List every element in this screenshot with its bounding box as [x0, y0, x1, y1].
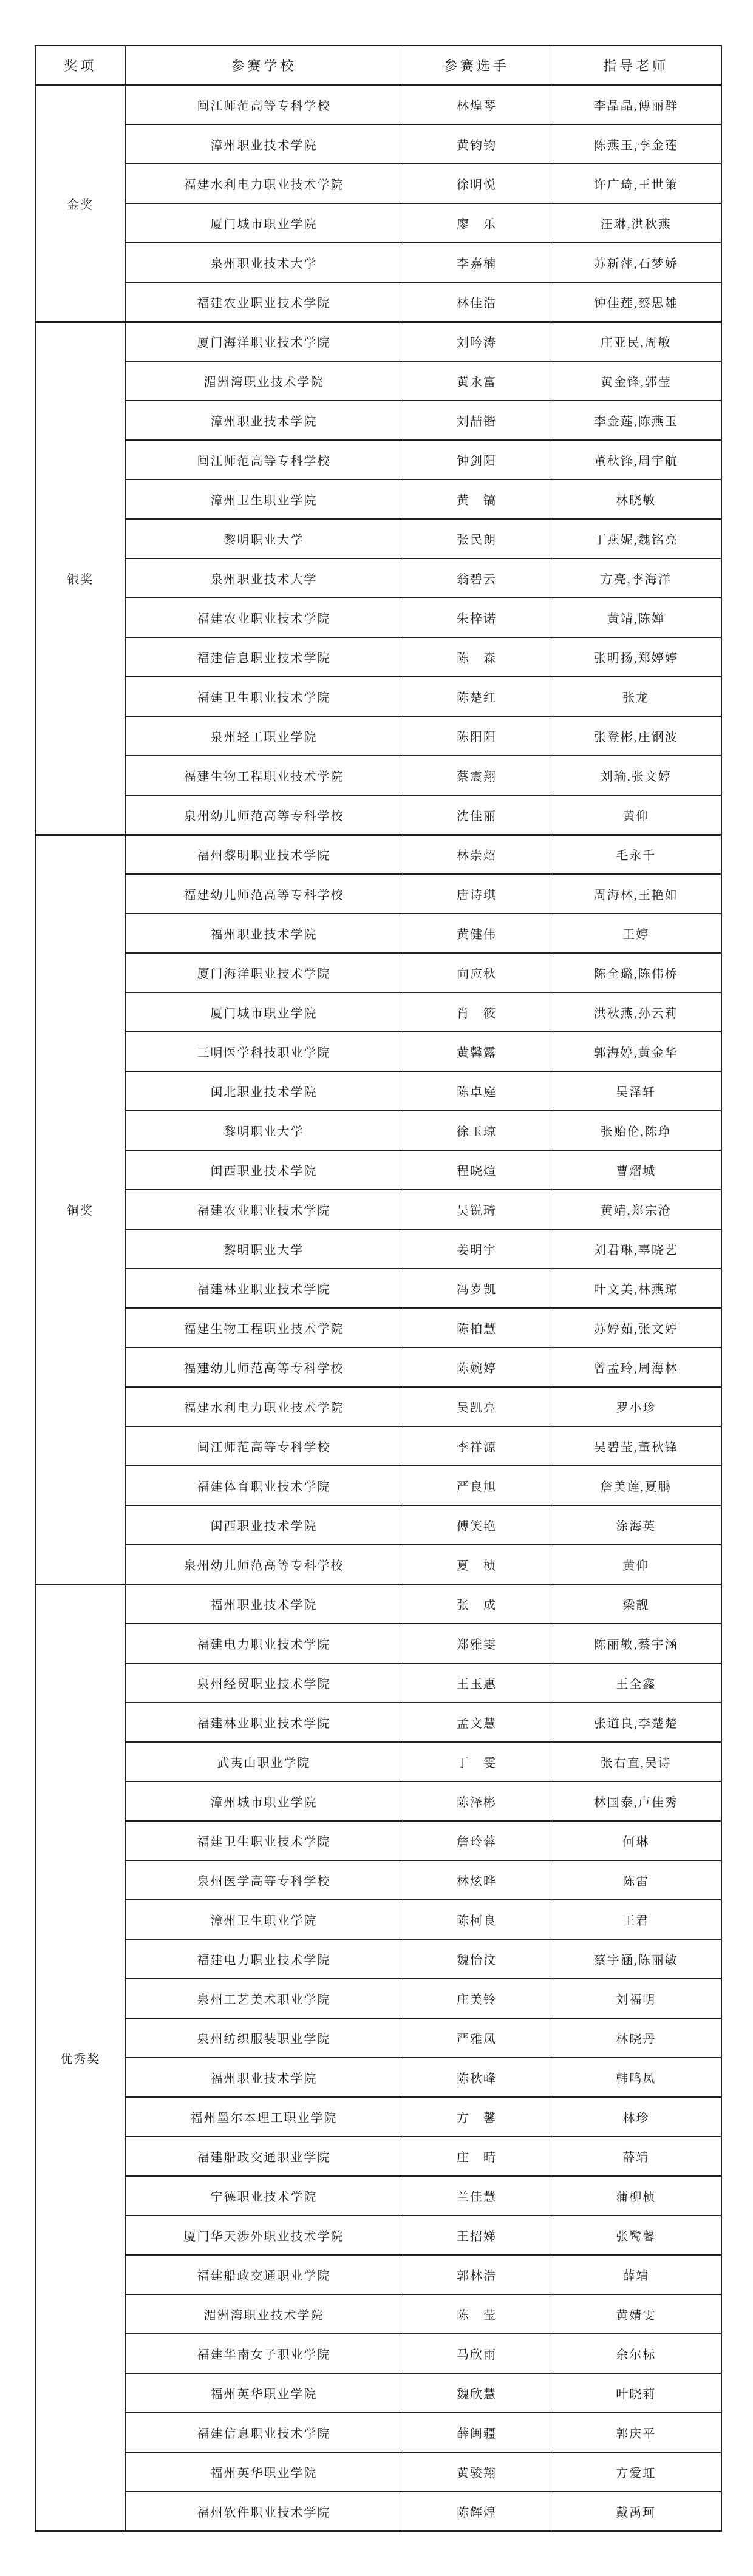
- contestant-cell: 孟文慧: [403, 1703, 551, 1742]
- contestant-cell: 陈 森: [403, 637, 551, 677]
- contestant-cell: 陈阳阳: [403, 716, 551, 756]
- awards-table-header: [35, 46, 721, 85]
- table-row: [35, 1624, 721, 1663]
- teacher-cell: 郭海婷,黄金华: [551, 1032, 721, 1071]
- table-row: [35, 519, 721, 558]
- teacher-cell: 蔡宇涵,陈丽敏: [551, 1939, 721, 1979]
- teacher-cell: 钟佳莲,蔡思雄: [551, 282, 721, 322]
- contestant-cell: 陈婉婷: [403, 1347, 551, 1387]
- contestant-cell: 林煌琴: [403, 85, 551, 124]
- teacher-cell: 张道良,李楚楚: [551, 1703, 721, 1742]
- teacher-cell: 苏新萍,石梦娇: [551, 243, 721, 282]
- teacher-cell: 黄金锋,郭莹: [551, 361, 721, 401]
- contestant-cell: 冯岁凯: [403, 1269, 551, 1308]
- table-row: [35, 164, 721, 203]
- school-cell: 福建幼儿师范高等专科学校: [125, 1347, 403, 1387]
- contestant-cell: 钟剑阳: [403, 440, 551, 480]
- contestant-cell: 庄美铃: [403, 1979, 551, 2018]
- contestant-cell: 严雅凤: [403, 2018, 551, 2058]
- teacher-cell: 李金莲,陈燕玉: [551, 401, 721, 440]
- school-cell: 福建体育职业技术学院: [125, 1466, 403, 1505]
- contestant-cell: 陈 莹: [403, 2294, 551, 2334]
- teacher-cell: 苏婷茹,张文婷: [551, 1308, 721, 1347]
- teacher-cell: 陈全璐,陈伟桥: [551, 953, 721, 992]
- teacher-cell: 毛永千: [551, 835, 721, 874]
- school-cell: 福州英华职业学院: [125, 2373, 403, 2413]
- table-row: [35, 756, 721, 795]
- teacher-cell: 林晓丹: [551, 2018, 721, 2058]
- table-row: [35, 361, 721, 401]
- table-row: [35, 1308, 721, 1347]
- table-row: [35, 874, 721, 913]
- table-row: [35, 2373, 721, 2413]
- school-cell: 泉州轻工职业学院: [125, 716, 403, 756]
- teacher-cell: 方亮,李海洋: [551, 558, 721, 598]
- school-cell: 福建船政交通职业学院: [125, 2255, 403, 2294]
- table-row: [35, 1545, 721, 1584]
- header-row: [35, 46, 721, 85]
- school-cell: 泉州纺织服装职业学院: [125, 2018, 403, 2058]
- contestant-cell: 蔡震翔: [403, 756, 551, 795]
- school-cell: 福州软件职业技术学院: [125, 2492, 403, 2531]
- contestant-cell: 陈秋峰: [403, 2058, 551, 2097]
- teacher-cell: 黄仰: [551, 1545, 721, 1584]
- contestant-cell: 廖 乐: [403, 203, 551, 243]
- school-cell: 泉州幼儿师范高等专科学校: [125, 795, 403, 835]
- teacher-cell: 董秋锋,周宇航: [551, 440, 721, 480]
- teacher-cell: 吴碧莹,董秋锋: [551, 1426, 721, 1466]
- school-cell: 闽江师范高等专科学校: [125, 1426, 403, 1466]
- teacher-cell: 余尔标: [551, 2334, 721, 2373]
- table-row: [35, 1979, 721, 2018]
- table-row: [35, 2097, 721, 2137]
- contestant-cell: 陈柯良: [403, 1900, 551, 1939]
- school-cell: 闽江师范高等专科学校: [125, 440, 403, 480]
- contestant-cell: 魏欣慧: [403, 2373, 551, 2413]
- school-cell: 厦门华天涉外职业技术学院: [125, 2215, 403, 2255]
- teacher-cell: 许广琦,王世策: [551, 164, 721, 203]
- contestant-cell: 黄健伟: [403, 913, 551, 953]
- school-cell: 厦门城市职业学院: [125, 203, 403, 243]
- contestant-cell: 魏怡汶: [403, 1939, 551, 1979]
- school-cell: 福建水利电力职业技术学院: [125, 1387, 403, 1426]
- school-cell: 黎明职业大学: [125, 1229, 403, 1269]
- school-cell: 福建电力职业技术学院: [125, 1939, 403, 1979]
- school-cell: 漳州卫生职业学院: [125, 1900, 403, 1939]
- contestant-cell: 兰佳慧: [403, 2176, 551, 2215]
- award-cell: 银奖: [35, 322, 125, 835]
- table-row: [35, 1742, 721, 1781]
- contestant-cell: 陈楚红: [403, 677, 551, 716]
- table-row: [35, 1190, 721, 1229]
- teacher-cell: 林晓敏: [551, 480, 721, 519]
- contestant-cell: 朱梓诺: [403, 598, 551, 637]
- table-row: [35, 2137, 721, 2176]
- table-row: [35, 2176, 721, 2215]
- award-cell: 金奖: [35, 85, 125, 322]
- teacher-cell: 郭庆平: [551, 2413, 721, 2452]
- table-row: [35, 2255, 721, 2294]
- header-cell: 参赛学校: [125, 46, 403, 85]
- table-row: [35, 440, 721, 480]
- contestant-cell: 夏 桢: [403, 1545, 551, 1584]
- contestant-cell: 黄永富: [403, 361, 551, 401]
- table-row: [35, 558, 721, 598]
- table-row: [35, 1071, 721, 1111]
- school-cell: 福建信息职业技术学院: [125, 2413, 403, 2452]
- contestant-cell: 陈泽彬: [403, 1781, 551, 1821]
- school-cell: 福建林业职业技术学院: [125, 1269, 403, 1308]
- school-cell: 三明医学科技职业学院: [125, 1032, 403, 1071]
- contestant-cell: 张民朗: [403, 519, 551, 558]
- teacher-cell: 蒲柳桢: [551, 2176, 721, 2215]
- school-cell: 闽西职业技术学院: [125, 1150, 403, 1190]
- teacher-cell: 洪秋燕,孙云莉: [551, 992, 721, 1032]
- award-cell: 优秀奖: [35, 1584, 125, 2531]
- school-cell: 宁德职业技术学院: [125, 2176, 403, 2215]
- table-row: [35, 1387, 721, 1426]
- contestant-cell: 马欣雨: [403, 2334, 551, 2373]
- teacher-cell: 王全鑫: [551, 1663, 721, 1703]
- table-row: [35, 1781, 721, 1821]
- school-cell: 泉州职业技术大学: [125, 558, 403, 598]
- teacher-cell: 韩鸣凤: [551, 2058, 721, 2097]
- teacher-cell: 刘瑜,张文婷: [551, 756, 721, 795]
- contestant-cell: 严良旭: [403, 1466, 551, 1505]
- teacher-cell: 方爱虹: [551, 2452, 721, 2492]
- school-cell: 湄洲湾职业技术学院: [125, 2294, 403, 2334]
- school-cell: 福州职业技术学院: [125, 913, 403, 953]
- table-row: [35, 203, 721, 243]
- table-row: [35, 1900, 721, 1939]
- school-cell: 厦门海洋职业技术学院: [125, 322, 403, 361]
- teacher-cell: 叶文美,林燕琼: [551, 1269, 721, 1308]
- table-row: [35, 322, 721, 361]
- teacher-cell: 叶晓莉: [551, 2373, 721, 2413]
- awards-table-body: [35, 85, 721, 2531]
- table-row: [35, 913, 721, 953]
- table-row: [35, 637, 721, 677]
- teacher-cell: 陈燕玉,李金莲: [551, 124, 721, 164]
- teacher-cell: 周海林,王艳如: [551, 874, 721, 913]
- table-row: [35, 1703, 721, 1742]
- school-cell: 湄洲湾职业技术学院: [125, 361, 403, 401]
- table-row: [35, 992, 721, 1032]
- header-cell: 奖项: [35, 46, 125, 85]
- table-row: [35, 124, 721, 164]
- table-row: [35, 2294, 721, 2334]
- contestant-cell: 陈辉煌: [403, 2492, 551, 2531]
- teacher-cell: 涂海英: [551, 1505, 721, 1545]
- school-cell: 福州英华职业学院: [125, 2452, 403, 2492]
- table-row: [35, 1505, 721, 1545]
- teacher-cell: 刘福明: [551, 1979, 721, 2018]
- table-row: [35, 1821, 721, 1860]
- teacher-cell: 张登彬,庄钢波: [551, 716, 721, 756]
- table-row: [35, 1150, 721, 1190]
- table-row: [35, 795, 721, 835]
- contestant-cell: 吴凯亮: [403, 1387, 551, 1426]
- school-cell: 泉州职业技术大学: [125, 243, 403, 282]
- school-cell: 厦门城市职业学院: [125, 992, 403, 1032]
- school-cell: 福建生物工程职业技术学院: [125, 1308, 403, 1347]
- teacher-cell: 刘君琳,辜晓艺: [551, 1229, 721, 1269]
- contestant-cell: 詹玲蓉: [403, 1821, 551, 1860]
- table-row: [35, 2492, 721, 2531]
- contestant-cell: 薛闽疆: [403, 2413, 551, 2452]
- teacher-cell: 张贻伦,陈琤: [551, 1111, 721, 1150]
- header-cell: 参赛选手: [403, 46, 551, 85]
- teacher-cell: 李晶晶,傅丽群: [551, 85, 721, 124]
- school-cell: 福建幼儿师范高等专科学校: [125, 874, 403, 913]
- teacher-cell: 张鹭馨: [551, 2215, 721, 2255]
- contestant-cell: 李祥源: [403, 1426, 551, 1466]
- contestant-cell: 刘喆锴: [403, 401, 551, 440]
- table-row: [35, 282, 721, 322]
- teacher-cell: 王婷: [551, 913, 721, 953]
- contestant-cell: 郑雅雯: [403, 1624, 551, 1663]
- contestant-cell: 张 成: [403, 1584, 551, 1624]
- teacher-cell: 庄亚民,周敏: [551, 322, 721, 361]
- school-cell: 福建林业职业技术学院: [125, 1703, 403, 1742]
- school-cell: 闽江师范高等专科学校: [125, 85, 403, 124]
- teacher-cell: 曾孟玲,周海林: [551, 1347, 721, 1387]
- contestant-cell: 陈柏慧: [403, 1308, 551, 1347]
- school-cell: 漳州职业技术学院: [125, 401, 403, 440]
- award-cell: 铜奖: [35, 835, 125, 1584]
- table-row: [35, 2018, 721, 2058]
- contestant-cell: 黄馨露: [403, 1032, 551, 1071]
- contestant-cell: 林佳浩: [403, 282, 551, 322]
- school-cell: 漳州城市职业学院: [125, 1781, 403, 1821]
- contestant-cell: 黄 镐: [403, 480, 551, 519]
- table-row: [35, 1426, 721, 1466]
- header-cell: 指导老师: [551, 46, 721, 85]
- school-cell: 福州墨尔本理工职业学院: [125, 2097, 403, 2137]
- school-cell: 福建农业职业技术学院: [125, 1190, 403, 1229]
- table-row: [35, 1111, 721, 1150]
- teacher-cell: 何琳: [551, 1821, 721, 1860]
- teacher-cell: 林珍: [551, 2097, 721, 2137]
- teacher-cell: 汪琳,洪秋燕: [551, 203, 721, 243]
- table-row: [35, 1466, 721, 1505]
- school-cell: 福建信息职业技术学院: [125, 637, 403, 677]
- school-cell: 武夷山职业学院: [125, 1742, 403, 1781]
- awards-table: [35, 45, 722, 2532]
- school-cell: 闽北职业技术学院: [125, 1071, 403, 1111]
- table-row: [35, 2413, 721, 2452]
- contestant-cell: 黄骏翔: [403, 2452, 551, 2492]
- teacher-cell: 黄婧雯: [551, 2294, 721, 2334]
- table-row: [35, 2452, 721, 2492]
- contestant-cell: 王招娣: [403, 2215, 551, 2255]
- school-cell: 泉州经贸职业技术学院: [125, 1663, 403, 1703]
- school-cell: 福建农业职业技术学院: [125, 282, 403, 322]
- school-cell: 福州黎明职业技术学院: [125, 835, 403, 874]
- table-row: [35, 2058, 721, 2097]
- teacher-cell: 詹美莲,夏鹏: [551, 1466, 721, 1505]
- contestant-cell: 翁碧云: [403, 558, 551, 598]
- contestant-cell: 唐诗琪: [403, 874, 551, 913]
- contestant-cell: 郭林浩: [403, 2255, 551, 2294]
- teacher-cell: 林国泰,卢佳秀: [551, 1781, 721, 1821]
- contestant-cell: 吴锐琦: [403, 1190, 551, 1229]
- table-row: [35, 401, 721, 440]
- school-cell: 黎明职业大学: [125, 1111, 403, 1150]
- contestant-cell: 徐明悦: [403, 164, 551, 203]
- teacher-cell: 陈雷: [551, 1860, 721, 1900]
- contestant-cell: 李嘉楠: [403, 243, 551, 282]
- teacher-cell: 薛靖: [551, 2255, 721, 2294]
- school-cell: 泉州工艺美术职业学院: [125, 1979, 403, 2018]
- table-row: [35, 1939, 721, 1979]
- table-row: [35, 1229, 721, 1269]
- teacher-cell: 薛靖: [551, 2137, 721, 2176]
- school-cell: 闽西职业技术学院: [125, 1505, 403, 1545]
- school-cell: 漳州卫生职业学院: [125, 480, 403, 519]
- contestant-cell: 庄 晴: [403, 2137, 551, 2176]
- teacher-cell: 黄靖,郑宗沧: [551, 1190, 721, 1229]
- contestant-cell: 丁 雯: [403, 1742, 551, 1781]
- table-row: [35, 1663, 721, 1703]
- contestant-cell: 程晓煊: [403, 1150, 551, 1190]
- school-cell: 福建电力职业技术学院: [125, 1624, 403, 1663]
- contestant-cell: 方 馨: [403, 2097, 551, 2137]
- table-row: [35, 1347, 721, 1387]
- school-cell: 泉州医学高等专科学校: [125, 1860, 403, 1900]
- teacher-cell: 曹熠城: [551, 1150, 721, 1190]
- school-cell: 福州职业技术学院: [125, 2058, 403, 2097]
- teacher-cell: 张明扬,郑婷婷: [551, 637, 721, 677]
- school-cell: 福建华南女子职业学院: [125, 2334, 403, 2373]
- table-row: [35, 1032, 721, 1071]
- table-row: [35, 243, 721, 282]
- table-row: [35, 716, 721, 756]
- table-row: [35, 1269, 721, 1308]
- contestant-cell: 向应秋: [403, 953, 551, 992]
- contestant-cell: 徐玉琼: [403, 1111, 551, 1150]
- teacher-cell: 罗小珍: [551, 1387, 721, 1426]
- table-row: [35, 953, 721, 992]
- teacher-cell: 吴泽轩: [551, 1071, 721, 1111]
- school-cell: 黎明职业大学: [125, 519, 403, 558]
- school-cell: 漳州职业技术学院: [125, 124, 403, 164]
- contestant-cell: 林崇炤: [403, 835, 551, 874]
- school-cell: 厦门海洋职业技术学院: [125, 953, 403, 992]
- school-cell: 泉州幼儿师范高等专科学校: [125, 1545, 403, 1584]
- table-row: [35, 2215, 721, 2255]
- contestant-cell: 刘吟涛: [403, 322, 551, 361]
- table-row: [35, 2334, 721, 2373]
- contestant-cell: 沈佳丽: [403, 795, 551, 835]
- school-cell: 福建船政交通职业学院: [125, 2137, 403, 2176]
- school-cell: 福建卫生职业技术学院: [125, 677, 403, 716]
- teacher-cell: 戴禹珂: [551, 2492, 721, 2531]
- table-row: [35, 1860, 721, 1900]
- contestant-cell: 陈卓庭: [403, 1071, 551, 1111]
- table-row: [35, 598, 721, 637]
- school-cell: 福州职业技术学院: [125, 1584, 403, 1624]
- school-cell: 福建卫生职业技术学院: [125, 1821, 403, 1860]
- contestant-cell: 黄钧钧: [403, 124, 551, 164]
- school-cell: 福建农业职业技术学院: [125, 598, 403, 637]
- contestant-cell: 姜明宇: [403, 1229, 551, 1269]
- teacher-cell: 黄靖,陈婵: [551, 598, 721, 637]
- school-cell: 福建生物工程职业技术学院: [125, 756, 403, 795]
- contestant-cell: 傅笑艳: [403, 1505, 551, 1545]
- teacher-cell: 王君: [551, 1900, 721, 1939]
- teacher-cell: 黄仰: [551, 795, 721, 835]
- teacher-cell: 丁燕妮,魏铭亮: [551, 519, 721, 558]
- contestant-cell: 王玉惠: [403, 1663, 551, 1703]
- teacher-cell: 张龙: [551, 677, 721, 716]
- teacher-cell: 梁靓: [551, 1584, 721, 1624]
- table-row: [35, 85, 721, 124]
- teacher-cell: 陈丽敏,蔡宇涵: [551, 1624, 721, 1663]
- contestant-cell: 肖 筱: [403, 992, 551, 1032]
- table-row: [35, 835, 721, 874]
- teacher-cell: 张右直,吴诗: [551, 1742, 721, 1781]
- table-row: [35, 480, 721, 519]
- table-row: [35, 677, 721, 716]
- contestant-cell: 林炫晔: [403, 1860, 551, 1900]
- school-cell: 福建水利电力职业技术学院: [125, 164, 403, 203]
- table-row: [35, 1584, 721, 1624]
